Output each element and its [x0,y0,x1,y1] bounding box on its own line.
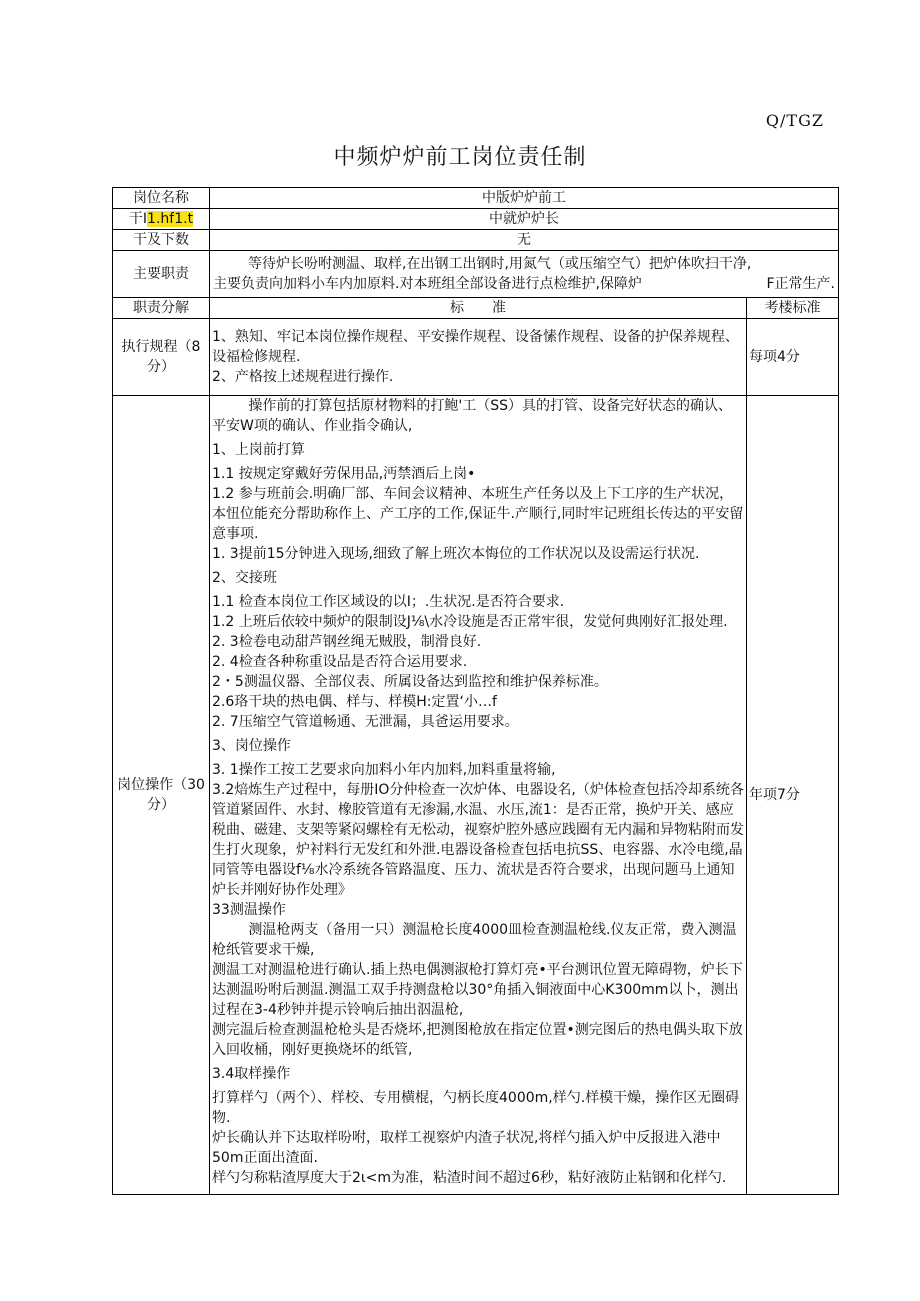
main-duty-line-2b: F正常生产. [766,276,835,292]
operation-line: 1.1 检查本岗位工作区域设的以I；.生状况.是否符合要求. [212,594,565,610]
responsibility-table [112,187,839,1195]
operation-line: 1. 3提前15分钟进入现场,细致了解上班次本悔位的工作状况以及设需运行状况. [212,546,700,562]
exec-line: 1、熟知、牢记本岗位操作规程、平安操作规程、设备愫作规程、设备的护保养规程、设福检修规程. [212,329,739,365]
operation-line: 33测温操作 [212,902,286,918]
superior-label-c: 1.t [174,211,194,227]
operation-line: 3.4取样操作 [212,1066,291,1082]
operation-line: 操作前的打算包括原材物料的打鲍'工（SS）具的打管、设备完好状态的确认、平安W项的确认、作业指令确认, [212,398,733,434]
superior-label-a: 干I [128,211,148,227]
operation-line: 1.2 上班后依较中频炉的限制设J⅛\水冷设施是否正常牢很，发觉何典刚好汇报处理. [212,614,728,630]
table-row [113,188,839,209]
exec-rules-label: 执行规程（8分） [113,319,210,396]
operation-line: 2. 4检查各种称重设品是否符合运用要求. [212,654,468,670]
table-row [113,319,839,396]
subordinate-value: 无 [210,230,839,251]
table-header-row [113,298,839,319]
operation-line: 2.6珞干块的热电偶、样与、样模H:定置‘小…f [212,694,497,710]
operation-line: 样勺匀称粘渣厚度大于2ι<m为准，粘渣时间不超过6秒，粘好液防止粘钢和化样勺. [212,1170,727,1186]
position-operation-label: 岗位操作（30分） [113,396,210,1195]
operation-line: 打算样勺（两个）、样校、专用横棍，勺柄长度4000m,样勺.样模干燥，操作区无圈碍物. [212,1090,740,1126]
position-name-value: 中版炉炉前工 [210,188,839,209]
operation-line: 2、交接班 [212,570,277,586]
main-duty-text [210,251,839,298]
operation-line: 2. 7压缩空气管道畅通、无泄漏，具爸运用要求。 [212,714,519,730]
operation-line: 3、岗位操作 [212,738,291,754]
main-duty-line-1: 等待炉长吩咐测温、取样,在出钢工出钢时,用氮气（或压缩空气）把炉体吹扫干净, [248,256,752,272]
subordinate-label: 干及下数 [113,230,210,251]
operation-line: 2・5测温仪器、全部仪表、所属设备达到监控和维护保养标准。 [212,674,608,690]
table-row [113,230,839,251]
operation-line: 1.2 参与班前会.明确厂部、车间会议精神、本班生产任务以及上下工序的生产状况，本忸位能充分帮助称作上、产工序的工作,保证牛.产顺行,同时牢记班组长传达的平安留意事项. [212,486,744,542]
operation-line: 测完温后检查测温枪枪头是否烧坏,把测图枪放在指定位置•测完图后的热电偶头取下放入回收桶，刚好更换烧坏的纸管, [212,1022,743,1058]
exec-line: 2、产格按上述规程进行操作. [212,369,394,385]
table-row [113,396,839,1195]
superior-label-b: 1.hf [147,211,175,227]
position-operation-standard [210,396,747,1195]
exec-rules-score: 每项4分 [747,319,839,396]
operation-line: 炉长确认并下达取样吩咐，取样工视察炉内渣子状况,将样勺插入炉中反报进入港中50m正面出渣面. [212,1130,721,1166]
main-duty-line-2 [213,274,835,294]
operation-line: 3.2焙炼生产过程中，每册IO分仲检查一次炉体、电器设名,（炉体检查包括冷却系统各管道紧固件、水封、橡胶管道有无渗漏,水温、水压,流1：是否正常，换炉开关、感应税曲、磁建、支架等紧闷螺栓有无松动，视察炉腔外感应践圈有无内漏和异物粘附而发生打火现象，炉衬料行无发红和外泄.电器设备检查包括电抗SS、电容器、水冷电缆,晶同管等电器设f⅛水冷系统各管路温度、压力、流状是否符合要求，出现问题马上通知炉长并刚好协作处理》 [212,782,744,898]
position-name-label: 岗位名称 [113,188,210,209]
main-duty-label: 主要职责 [113,251,210,298]
header-duty-breakdown: 职责分解 [113,298,210,319]
superior-label [113,209,210,230]
operation-line: 测温枪两支（备用一只）测温枪长度4000皿检查测温枪线.仪友正常，费入测温枪纸管要求干燥, [212,922,737,958]
operation-line: 测温工对测温枪进行确认.插上热电偶测淑枪打算灯亮•平台测讯位置无障碍物，炉长下达测温吩咐后测温.测温工双手持测盘枪以30°角插入铜液面中心K300mm以卜，测出过程在3-4秒钟并提示铃响后抽出泅温枪, [212,962,743,1018]
table-row [113,209,839,230]
position-operation-score: 年项7分 [747,396,839,1195]
document-title: 中频炉炉前工岗位责任制 [333,145,587,170]
operation-line: 1.1 按规定穿戴好劳保用品,沔禁酒后上岗• [212,466,476,482]
header-standard: 标 准 [210,298,747,319]
operation-line: 3. 1操作工按工艺要求向加料小年内加料,加料重量将输, [212,762,556,778]
main-duty-line-2a: 主要负责向加料小车内加原料.对本班组全部设备进行点检维护,保障炉 [213,276,642,292]
operation-line: 1、上岗前打算 [212,442,305,458]
table-row [113,251,839,298]
superior-value: 中就炉炉长 [210,209,839,230]
document-code: Q/TGZ [765,111,824,130]
exec-rules-standard [210,319,747,396]
header-assessment: 考楼标准 [747,298,839,319]
operation-line: 2. 3检卷电动甜芦钢丝绳无贼股，制滑良好. [212,634,482,650]
